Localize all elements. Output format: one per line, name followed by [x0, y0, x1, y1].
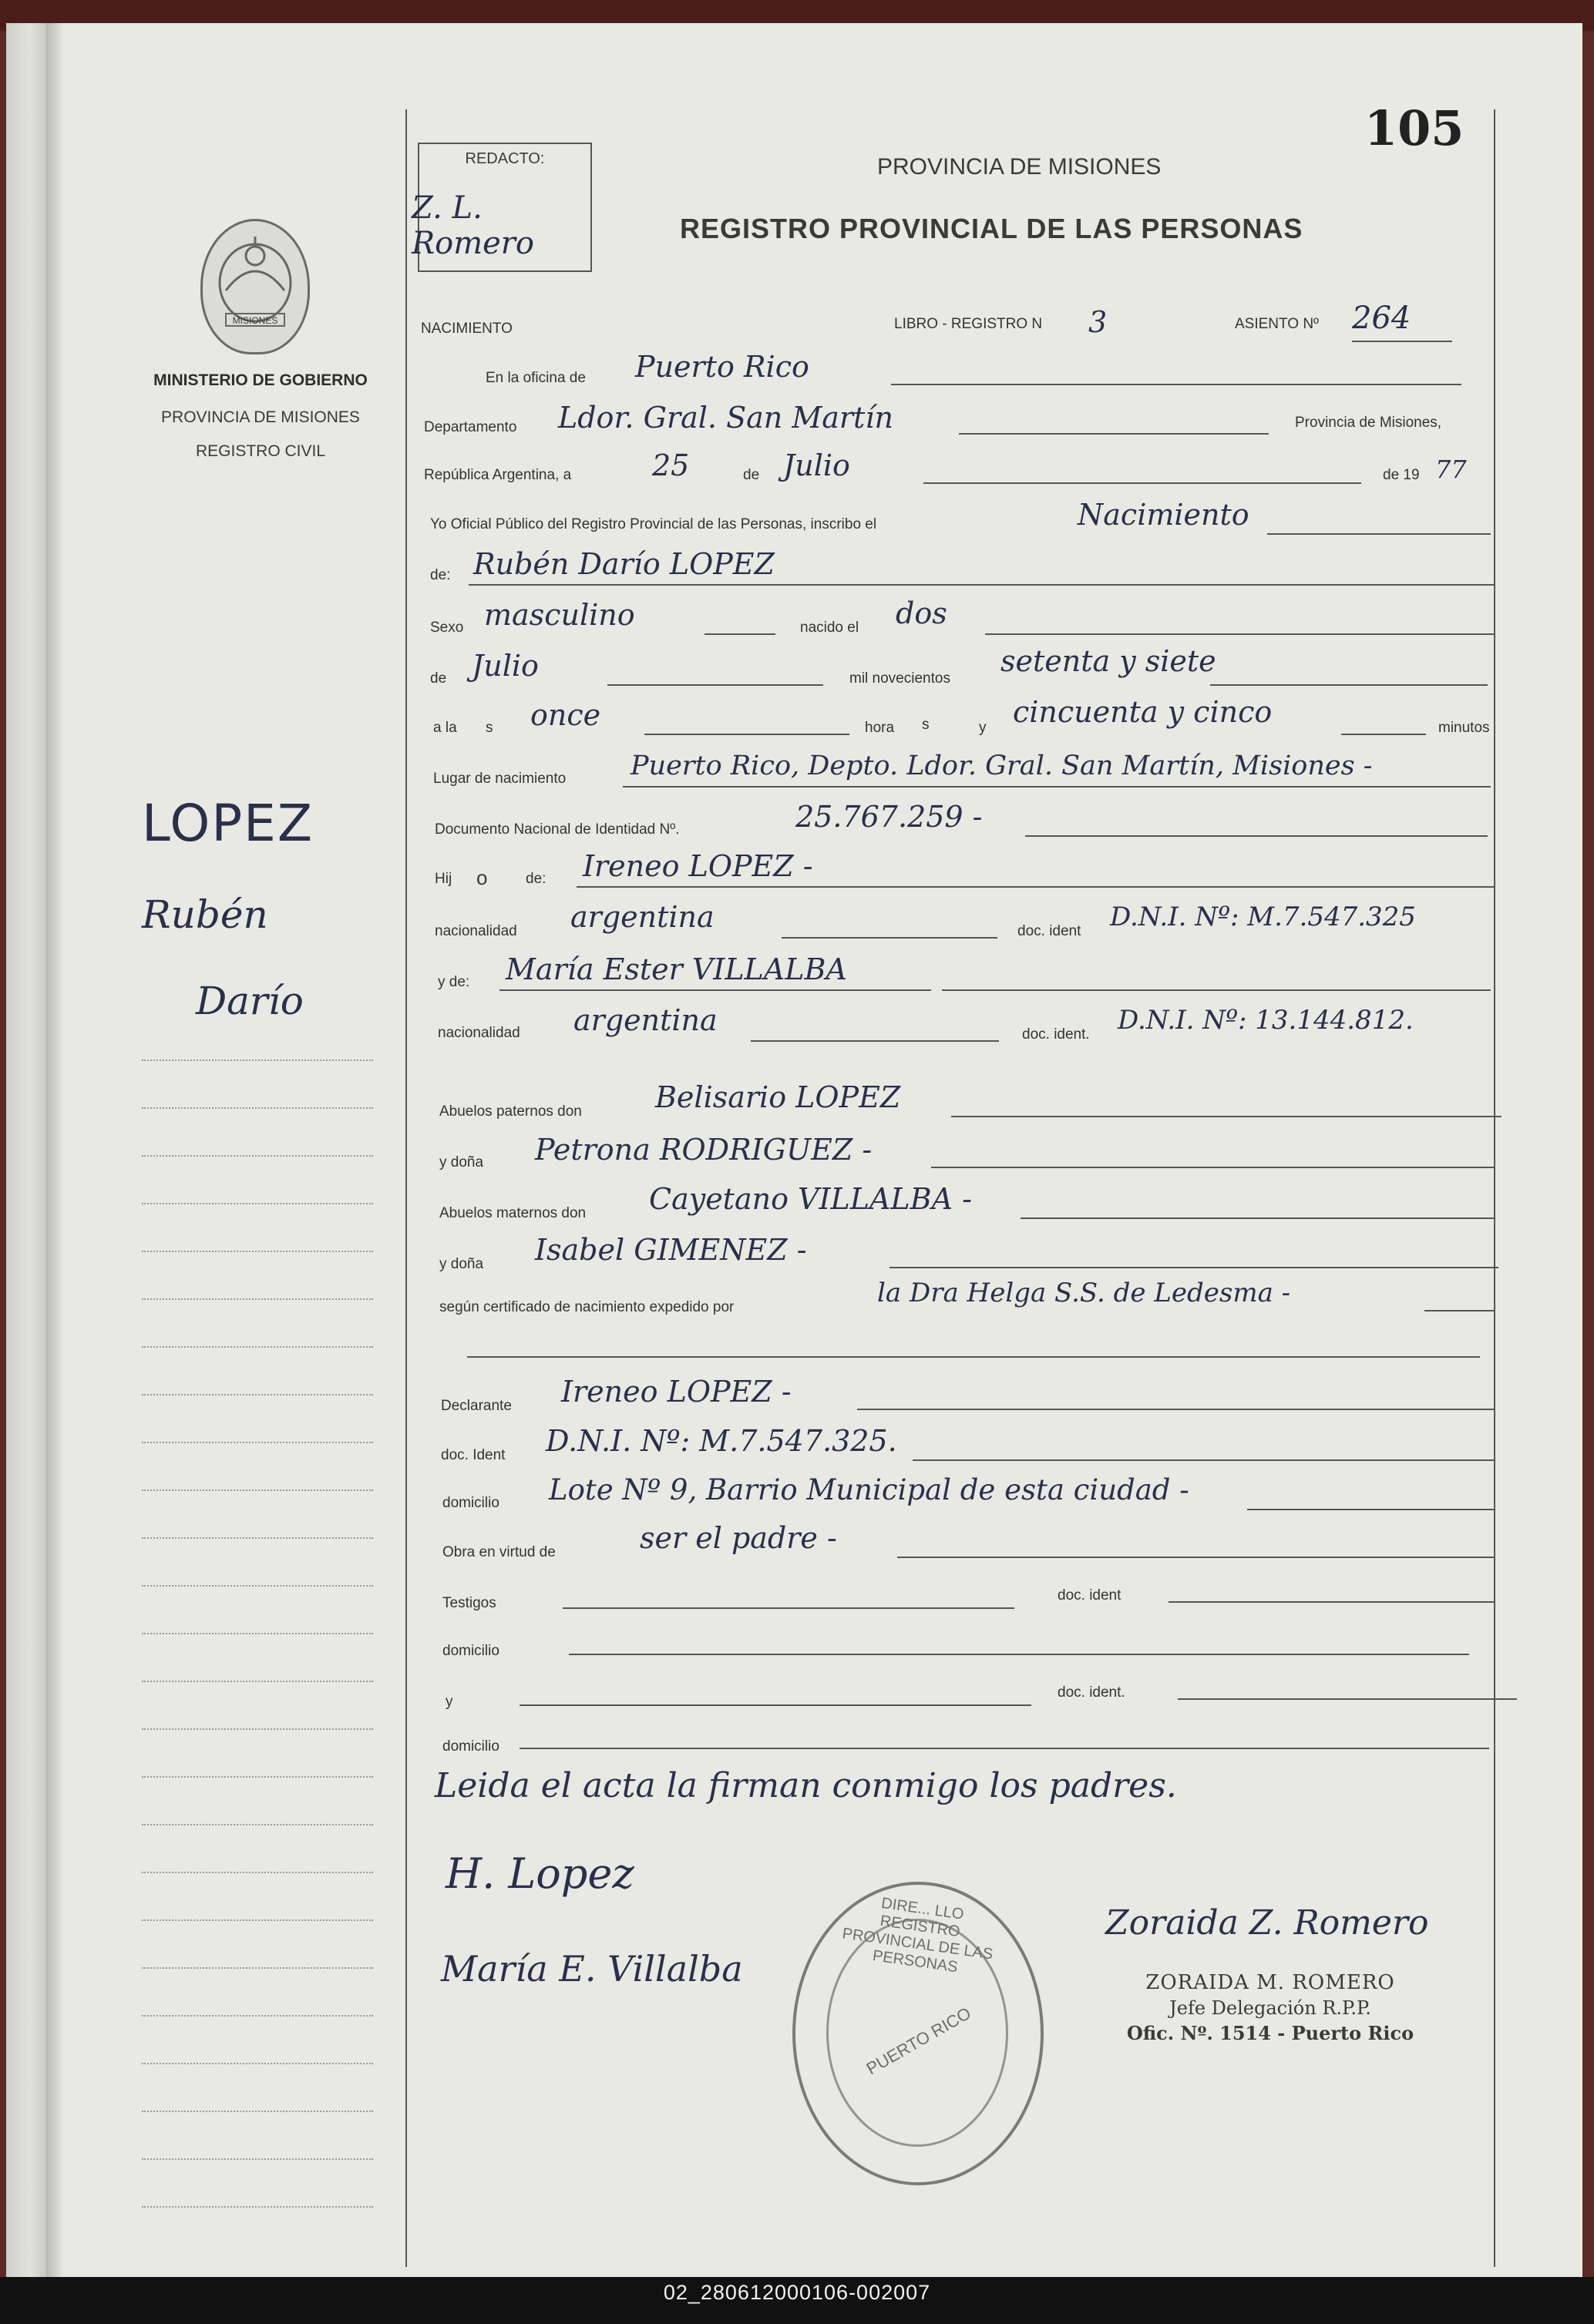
doc1-label: doc. ident — [1017, 923, 1081, 939]
declarante-label: Declarante — [441, 1398, 512, 1414]
mil-label: mil novecientos — [849, 670, 950, 687]
yde-label: y de: — [438, 974, 470, 990]
nac2-value: argentina — [573, 1003, 718, 1037]
margin-ruled-line — [142, 1681, 373, 1682]
nac1-value: argentina — [570, 900, 715, 934]
margin-second-name: Darío — [196, 979, 304, 1023]
hs-label: s — [922, 717, 930, 733]
round-seal-outer-text: DIRE... LLO REGISTRO PROVINCIAL DE LAS PERSONAS — [841, 1894, 994, 1976]
margin-ruled-line — [142, 1824, 373, 1825]
margin-ruled-line — [142, 2063, 373, 2064]
official-stamp — [1116, 1971, 1424, 2044]
stamp-title: Jefe Delegación R.P.P. — [1169, 1997, 1371, 2019]
declarante-value: Ireneo LOPEZ - — [561, 1375, 792, 1409]
yo-value: Nacimiento — [1078, 498, 1249, 532]
docdecl-value: D.N.I. Nº: M.7.547.325. — [546, 1424, 897, 1458]
docdecl-label: doc. Ident — [441, 1447, 506, 1463]
header-province: PROVINCIA DE MISIONES — [877, 154, 1162, 180]
oficina-label: En la oficina de — [486, 370, 586, 386]
dom2-label: domicilio — [442, 1643, 499, 1659]
doct2-label: doc. ident. — [1058, 1684, 1125, 1701]
hijo-de-label: de: — [526, 871, 546, 887]
round-seal-inner-text: PUERTO RICO — [863, 2003, 974, 2079]
photo-caption: 02_280612000106-002007 — [663, 2281, 931, 2304]
header-registry: REGISTRO PROVINCIAL DE LAS PERSONAS — [680, 213, 1303, 244]
horas-label: hora — [865, 720, 895, 736]
signature-oficial: Zoraida Z. Romero — [1105, 1903, 1429, 1943]
closing-text: Leida el acta la firman conmigo los padres. — [435, 1766, 1177, 1805]
dia-value: 25 — [652, 448, 690, 482]
mes2-value: Julio — [472, 649, 539, 683]
margin-ruled-line — [142, 1203, 373, 1204]
domicilio-value: Lote Nº 9, Barrio Municipal de esta ciudad - — [549, 1473, 1189, 1506]
margin-ruled-line — [142, 2158, 373, 2160]
nacido-label: nacido el — [800, 620, 859, 636]
ab-pat-label: Abuelos paternos don — [439, 1103, 582, 1120]
nac1-label: nacionalidad — [435, 923, 517, 939]
margin-ruled-line — [142, 1919, 373, 1921]
dni-value: 25.767.259 - — [795, 800, 983, 834]
ab-pat-value: Belisario LOPEZ — [655, 1080, 901, 1114]
dom3-label: domicilio — [442, 1738, 499, 1755]
cert-label: según certificado de nacimiento expedido por — [439, 1299, 735, 1315]
nacido-value: dos — [896, 596, 947, 630]
margin-ruled-line — [142, 1251, 373, 1252]
margin-ruled-line — [142, 1967, 373, 1969]
ydona1-label: y doña — [439, 1154, 484, 1170]
de2-label: de — [430, 670, 447, 687]
libro-value: 3 — [1088, 305, 1108, 339]
hijo-label: Hij — [435, 871, 452, 887]
ministry-seal — [200, 219, 310, 354]
form-right-border — [1494, 109, 1495, 2267]
anio-label: de 19 — [1383, 467, 1420, 483]
margin-surname: LOPEZ — [142, 794, 314, 853]
round-seal — [792, 1882, 1044, 2185]
left-page-edge — [6, 23, 46, 2277]
doc2-value: D.N.I. Nº: 13.144.812. — [1118, 1005, 1414, 1036]
doc2-label: doc. ident. — [1022, 1026, 1090, 1043]
margin-first-name: Rubén — [142, 892, 268, 937]
record-type: NACIMIENTO — [421, 321, 513, 337]
redacto-box — [412, 143, 592, 272]
margin-ruled-line — [142, 2111, 373, 2112]
margin-ruled-line — [142, 1155, 373, 1157]
s-label: s — [486, 720, 493, 736]
lugar-label: Lugar de nacimiento — [433, 771, 567, 787]
dni-label: Documento Nacional de Identidad Nº. — [435, 821, 680, 838]
coat-of-arms-icon — [203, 221, 308, 352]
margin-ruled-line — [142, 1107, 373, 1109]
redacto-signature: Z. L. Romero — [412, 190, 535, 261]
nac2-label: nacionalidad — [438, 1025, 520, 1041]
margin-ruled-line — [142, 2206, 373, 2208]
margin-ruled-line — [142, 2015, 373, 2017]
register-page — [6, 23, 1582, 2277]
min-value: cincuenta y cinco — [1013, 695, 1273, 729]
book-gutter — [46, 23, 63, 2277]
anio-value: 77 — [1435, 455, 1467, 484]
provincia-suffix: Provincia de Misiones, — [1295, 415, 1442, 431]
y3-label: y — [446, 1694, 453, 1710]
madre-value: María Ester VILLALBA — [506, 952, 847, 986]
y-label: y — [979, 720, 987, 736]
stamp-name: ZORAIDA M. ROMERO — [1145, 1971, 1395, 1994]
minutos-label: minutos — [1438, 720, 1490, 736]
sexo-label: Sexo — [430, 620, 464, 636]
doc1-value: D.N.I. Nº: M.7.547.325 — [1110, 902, 1416, 932]
margin-ruled-line — [142, 1489, 373, 1491]
signature-madre: María E. Villalba — [441, 1948, 743, 1990]
margin-ruled-line — [142, 1633, 373, 1634]
asiento-label: ASIENTO Nº — [1235, 316, 1319, 332]
margin-ruled-line — [142, 1442, 373, 1443]
hora-value: once — [530, 698, 601, 732]
padre-value: Ireneo LOPEZ - — [583, 849, 813, 883]
margin-ruled-line — [142, 1060, 373, 1061]
yo-label: Yo Oficial Público del Registro Provincial de las Personas, inscribo el — [430, 516, 877, 532]
ab-pat2-value: Petrona RODRIGUEZ - — [535, 1133, 873, 1167]
ministry-line1: MINISTERIO DE GOBIERNO — [153, 371, 368, 389]
stamp-office: Ofic. Nº. 1514 - Puerto Rico — [1126, 2022, 1414, 2044]
ministry-line3: REGISTRO CIVIL — [195, 442, 326, 460]
ministry-seal-text: MISIONES — [232, 315, 278, 326]
obra-value: ser el padre - — [640, 1521, 837, 1555]
margin-ruled-line — [142, 1537, 373, 1539]
testigos-label: Testigos — [442, 1595, 496, 1611]
republica-label: República Argentina, a — [424, 467, 572, 483]
ministry-line2: PROVINCIA DE MISIONES — [161, 408, 360, 426]
asiento-value: 264 — [1352, 301, 1411, 336]
doct-label: doc. ident — [1058, 1587, 1122, 1604]
ydona2-label: y doña — [439, 1256, 484, 1272]
sexo-value: masculino — [484, 598, 635, 632]
ab-mat-label: Abuelos maternos don — [439, 1205, 587, 1221]
ab-mat2-value: Isabel GIMENEZ - — [535, 1233, 807, 1267]
departamento-value: Ldor. Gral. San Martín — [558, 401, 893, 435]
de-nombre-label: de: — [430, 567, 451, 583]
libro-label: LIBRO - REGISTRO N — [894, 316, 1043, 332]
oficina-value: Puerto Rico — [635, 350, 809, 384]
margin-ruled-line — [142, 1394, 373, 1395]
cert-value: la Dra Helga S.S. de Ledesma - — [877, 1278, 1291, 1308]
obra-label: Obra en virtud de — [442, 1544, 556, 1560]
a-la-label: a la — [433, 720, 457, 736]
margin-ruled-line — [142, 1728, 373, 1730]
departamento-label: Departamento — [424, 419, 517, 435]
mes-value: Julio — [783, 448, 850, 482]
anio2-value: setenta y siete — [1000, 644, 1216, 678]
form-left-border — [405, 109, 407, 2267]
domicilio-label: domicilio — [442, 1495, 499, 1511]
margin-ruled-line — [142, 1346, 373, 1348]
signature-padre: H. Lopez — [446, 1849, 634, 1898]
ab-mat-value: Cayetano VILLALBA - — [649, 1182, 972, 1216]
lugar-value: Puerto Rico, Depto. Ldor. Gral. San Martín, Misiones - — [631, 751, 1373, 781]
hijo-o: o — [476, 866, 488, 889]
margin-ruled-line — [142, 1872, 373, 1873]
margin-ruled-line — [142, 1298, 373, 1300]
de-label: de — [743, 467, 760, 483]
margin-ruled-line — [142, 1776, 373, 1778]
page-number: 105 — [1364, 100, 1465, 156]
nombre-value: Rubén Darío LOPEZ — [473, 547, 775, 581]
redacto-label: REDACTO: — [465, 150, 545, 167]
margin-ruled-line — [142, 1585, 373, 1587]
